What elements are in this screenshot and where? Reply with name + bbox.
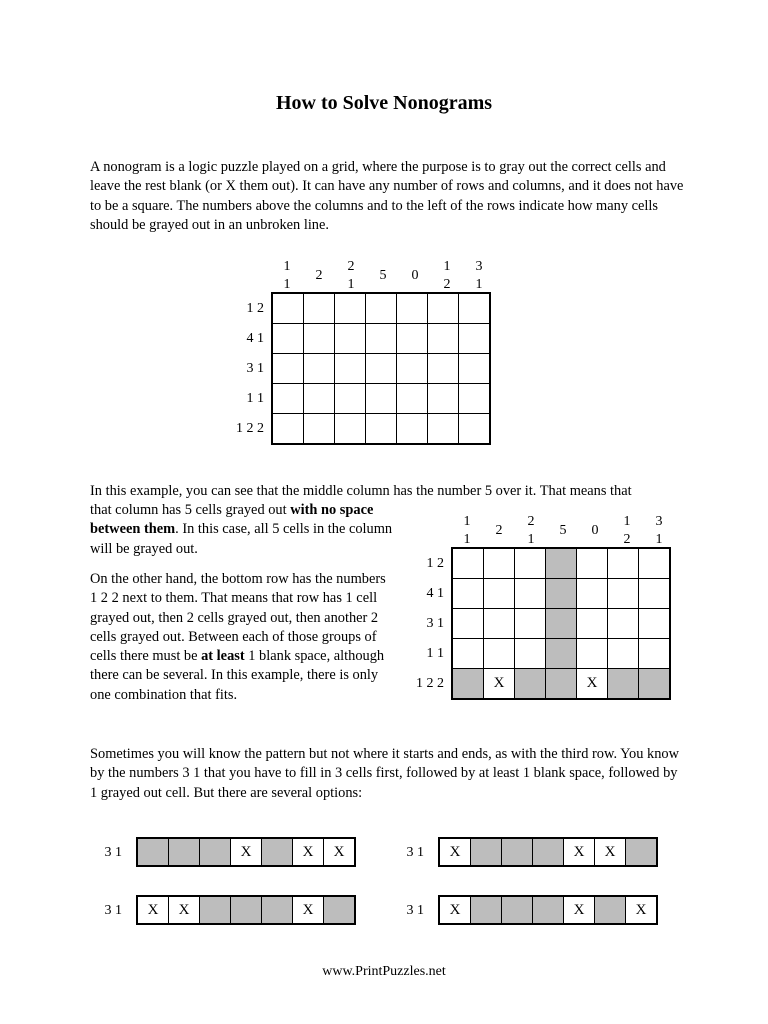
column-clue-number: 0 (591, 523, 599, 538)
grid-row (452, 548, 670, 579)
column-clue-number: 2 (495, 523, 503, 538)
row-clue: 1 1 (426, 646, 444, 661)
option-cell[interactable]: X (564, 896, 595, 924)
grid-cell[interactable] (397, 354, 428, 384)
column-clue-number: 1 (347, 277, 355, 292)
options-paragraph: Sometimes you will know the pattern but not where it starts and ends, as with the third row. You know by the numbers 3 1 that you have to fill in 3 cells first, followed by at least 1 blank space, followed by 1 grayed out cell. But there are several options: (90, 746, 680, 801)
column-clue-number: 5 (559, 523, 567, 538)
grid-cell[interactable] (335, 293, 366, 324)
grid-cell[interactable] (608, 579, 639, 609)
grid-cell[interactable] (484, 579, 515, 609)
grid-row (272, 293, 490, 324)
row-clue: 3 1 (246, 361, 264, 376)
column-clue (463, 258, 495, 294)
grid-cell[interactable] (397, 324, 428, 354)
grid-cell[interactable] (639, 639, 671, 669)
grid-row (452, 609, 670, 639)
option-cell[interactable] (502, 838, 533, 866)
row-clue: 1 2 (426, 556, 444, 571)
grid-cell[interactable] (304, 324, 335, 354)
grid-cell[interactable] (639, 609, 671, 639)
nonogram-grid (451, 547, 671, 700)
grid-cell[interactable] (639, 579, 671, 609)
option-clue-label: 3 1 (104, 845, 122, 860)
grid-row (452, 669, 670, 700)
option-row (438, 895, 658, 925)
column-clue (431, 258, 463, 294)
intro-paragraph: A nonogram is a logic puzzle played on a grid, where the purpose is to gray out the correct cells and leave the rest blank (or X them out). It can have any number of rows and columns, and it does not have to be a square. The numbers above the columns and to the left of the rows indicate how many cells should be grayed out in an unbroken line. (90, 159, 684, 233)
grid-cell[interactable] (608, 639, 639, 669)
option-cell[interactable]: X (564, 838, 595, 866)
option-cell[interactable] (200, 896, 231, 924)
column-clue (611, 513, 643, 549)
option-cell[interactable] (137, 838, 169, 866)
option-row (136, 895, 356, 925)
column-clue-number: 3 (655, 514, 663, 529)
footer-url: www.PrintPuzzles.net (322, 964, 446, 979)
option-clue-label: 3 1 (406, 845, 424, 860)
row-clue: 1 2 2 (416, 676, 444, 691)
grid-cell[interactable]: X (484, 669, 515, 700)
grid-cell[interactable] (272, 324, 304, 354)
grid-row (272, 324, 490, 354)
column-clue (483, 522, 515, 540)
option-cell[interactable]: X (293, 896, 324, 924)
column-clue (399, 267, 431, 285)
grid-cell[interactable] (484, 548, 515, 579)
column-clue-number: 1 (463, 514, 471, 529)
grid-cell[interactable] (366, 414, 397, 445)
grid-cell[interactable] (335, 414, 366, 445)
option-cell[interactable] (471, 896, 502, 924)
column-clue-number: 1 (463, 532, 471, 547)
grid-cell[interactable] (459, 384, 491, 414)
column-clue-number: 2 (527, 514, 535, 529)
grid-cell[interactable] (639, 669, 671, 700)
option-cell[interactable] (471, 838, 502, 866)
grid-cell[interactable] (397, 414, 428, 445)
row-clue: 1 1 (246, 391, 264, 406)
option-cell[interactable]: X (324, 838, 356, 866)
grid-cell[interactable] (428, 384, 459, 414)
grid-cell[interactable] (459, 324, 491, 354)
grid-cell[interactable] (515, 548, 546, 579)
example-paragraph-column: that column has 5 cells grayed out with no space between them. In this case, all 5 cells in the column will be grayed out. (90, 502, 393, 557)
grid-cell[interactable] (335, 354, 366, 384)
nonogram-grid (271, 292, 491, 445)
column-clue-number: 2 (347, 259, 355, 274)
option-cell[interactable]: X (595, 838, 626, 866)
column-clue (335, 258, 367, 294)
grid-cell[interactable] (272, 293, 304, 324)
grid-cell[interactable] (452, 579, 484, 609)
grid-cell[interactable] (577, 579, 608, 609)
grid-cell[interactable] (366, 354, 397, 384)
option-cell[interactable] (231, 896, 262, 924)
grid-cell[interactable] (272, 384, 304, 414)
grid-cell[interactable] (577, 639, 608, 669)
option-cell[interactable] (502, 896, 533, 924)
column-clue-number: 2 (315, 268, 323, 283)
nonogram-example-solved (390, 513, 690, 703)
column-clue-number: 0 (411, 268, 419, 283)
grid-cell[interactable] (304, 384, 335, 414)
grid-row (272, 354, 490, 384)
option-cell[interactable] (595, 896, 626, 924)
grid-cell[interactable] (452, 669, 484, 700)
grid-cell[interactable] (515, 669, 546, 700)
grid-cell[interactable] (459, 293, 491, 324)
grid-cell[interactable] (366, 293, 397, 324)
grid-cell[interactable] (366, 324, 397, 354)
column-clue-number: 5 (379, 268, 387, 283)
grid-row (272, 384, 490, 414)
row-clue: 4 1 (246, 331, 264, 346)
page-title: How to Solve Nonograms (275, 92, 493, 114)
column-clue-number: 1 (475, 277, 483, 292)
grid-cell[interactable] (577, 548, 608, 579)
column-clue-number: 1 (527, 532, 535, 547)
grid-cell[interactable] (546, 669, 577, 700)
grid-cell[interactable] (304, 414, 335, 445)
grid-cell[interactable] (397, 293, 428, 324)
grid-cell[interactable] (452, 609, 484, 639)
option-cell[interactable]: X (137, 896, 169, 924)
row-clue: 1 2 (246, 301, 264, 316)
option-cell[interactable] (262, 838, 293, 866)
grid-cell[interactable] (484, 639, 515, 669)
example-paragraph-row: On the other hand, the bottom row has the numbers 1 2 2 next to them. That means that row has 1 cell grayed out, then 2 cells grayed out, then another 2 cells grayed out. Between each of those groups of cells there must be at least 1 blank space, although there can be several. In this example, there is only one combination that fits. (90, 571, 386, 703)
option-row (438, 837, 658, 867)
grid-cell[interactable] (608, 669, 639, 700)
option-cell[interactable] (533, 896, 564, 924)
column-clue-number: 1 (655, 532, 663, 547)
column-clue (451, 513, 483, 549)
option-cell[interactable]: X (169, 896, 200, 924)
column-clue-number: 1 (283, 259, 291, 274)
grid-cell[interactable]: X (577, 669, 608, 700)
option-cell[interactable] (626, 838, 658, 866)
grid-cell[interactable] (452, 548, 484, 579)
grid-cell[interactable] (428, 324, 459, 354)
column-clue-number: 3 (475, 259, 483, 274)
grid-cell[interactable] (546, 579, 577, 609)
option-clue-label: 3 1 (406, 903, 424, 918)
option-cell[interactable]: X (439, 838, 471, 866)
option-cell[interactable] (262, 896, 293, 924)
grid-cell[interactable] (546, 639, 577, 669)
row-clue: 4 1 (426, 586, 444, 601)
grid-cell[interactable] (304, 293, 335, 324)
grid-cell[interactable] (459, 354, 491, 384)
grid-cell[interactable] (546, 548, 577, 579)
option-cell[interactable]: X (439, 896, 471, 924)
grid-cell[interactable] (484, 609, 515, 639)
grid-cell[interactable] (304, 354, 335, 384)
column-clue (367, 267, 399, 285)
grid-cell[interactable] (515, 609, 546, 639)
grid-cell[interactable] (428, 293, 459, 324)
grid-cell[interactable] (577, 609, 608, 639)
grid-cell[interactable] (452, 639, 484, 669)
grid-cell[interactable] (272, 354, 304, 384)
option-cell[interactable] (324, 896, 356, 924)
column-clue (579, 522, 611, 540)
option-cell[interactable] (169, 838, 200, 866)
grid-cell[interactable] (335, 324, 366, 354)
row-clue: 1 2 2 (236, 421, 264, 436)
grid-cell[interactable] (608, 609, 639, 639)
grid-cell[interactable] (515, 579, 546, 609)
grid-cell[interactable] (639, 548, 671, 579)
nonogram-example-empty (210, 258, 500, 448)
grid-cell[interactable] (397, 384, 428, 414)
column-clue (271, 258, 303, 294)
option-cell[interactable] (533, 838, 564, 866)
option-clue-label: 3 1 (104, 903, 122, 918)
column-clue-number: 1 (283, 277, 291, 292)
grid-cell[interactable] (515, 639, 546, 669)
grid-row (272, 414, 490, 445)
column-clue (515, 513, 547, 549)
column-clue (643, 513, 675, 549)
grid-row (452, 579, 670, 609)
grid-cell[interactable] (335, 384, 366, 414)
option-cell[interactable] (200, 838, 231, 866)
column-clue (547, 522, 579, 540)
grid-row (452, 639, 670, 669)
option-cell[interactable]: X (231, 838, 262, 866)
row-clue: 3 1 (426, 616, 444, 631)
option-cell[interactable]: X (626, 896, 658, 924)
column-clue-number: 1 (443, 259, 451, 274)
grid-cell[interactable] (608, 548, 639, 579)
example-intro-line: In this example, you can see that the middle column has the number 5 over it. That means that (90, 483, 632, 499)
grid-cell[interactable] (546, 609, 577, 639)
grid-cell[interactable] (272, 414, 304, 445)
grid-cell[interactable] (428, 354, 459, 384)
grid-cell[interactable] (366, 384, 397, 414)
column-clue-number: 2 (623, 532, 631, 547)
column-clue (303, 267, 335, 285)
option-cell[interactable]: X (293, 838, 324, 866)
column-clue-number: 1 (623, 514, 631, 529)
grid-cell[interactable] (459, 414, 491, 445)
column-clue-number: 2 (443, 277, 451, 292)
grid-cell[interactable] (428, 414, 459, 445)
option-row (136, 837, 356, 867)
